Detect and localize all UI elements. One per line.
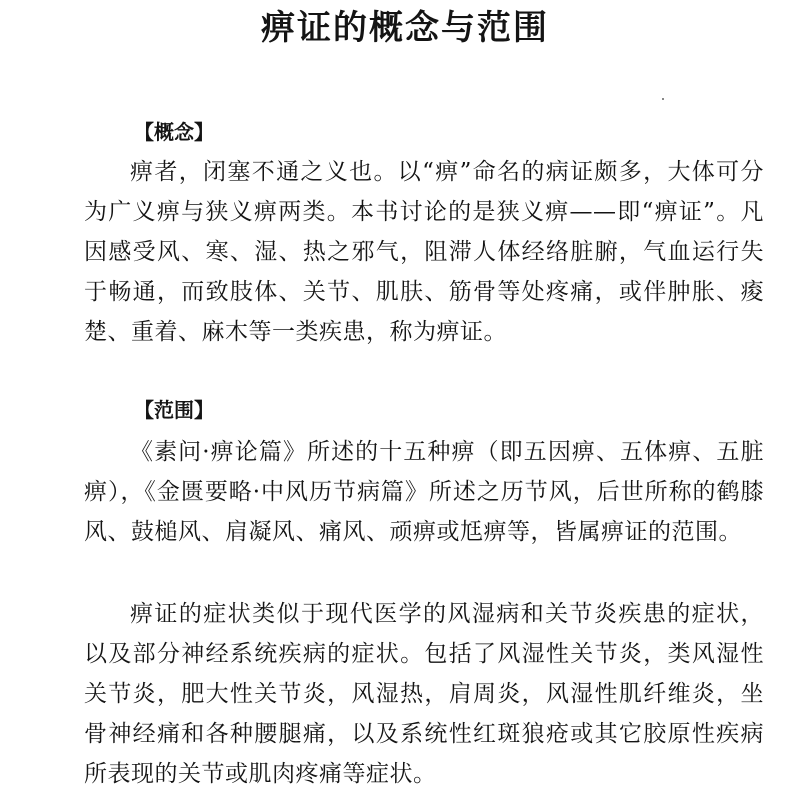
scan-speck (662, 98, 664, 100)
scope-paragraph-2: 痹证的症状类似于现代医学的风湿病和关节炎疾患的症状，以及部分神经系统疾病的症状。包括了风湿性关节炎，类风湿性关节炎，肥大性关节炎，风湿热，肩周炎，风湿性肌纤维炎，坐骨神经痛和各种腰腿痛，以及系统性红斑狼疮或其它胶原性疾病所表现的关节或肌肉疼痛等症状。 (84, 601, 764, 787)
scope-paragraph-1: 《素问·痹论篇》所述的十五种痹（即五因痹、五体痹、五脏痹），《金匮要略·中风历节病篇》所述之历节风，后世所称的鹤膝风、鼓槌风、肩凝风、痛风、顽痹或尪痹等，皆属痹证的范围。 (84, 439, 764, 545)
page-title: 痹证的概念与范围 (261, 8, 549, 48)
section-heading-scope: 【范围】 (134, 398, 214, 422)
concept-paragraph: 痹者，闭塞不通之义也。以“痹”命名的病证颇多，大体可分为广义痹与狭义痹两类。本书讨论的是狭义痹——即“痹证”。凡因感受风、寒、湿、热之邪气，阻滞人体经络脏腑，气血运行失于畅通，而致肢体、关节、肌肤、筋骨等处疼痛，或伴肿胀、痠楚、重着、麻木等一类疾患，称为痹证。 (84, 159, 764, 345)
section-heading-concept: 【概念】 (134, 120, 214, 144)
